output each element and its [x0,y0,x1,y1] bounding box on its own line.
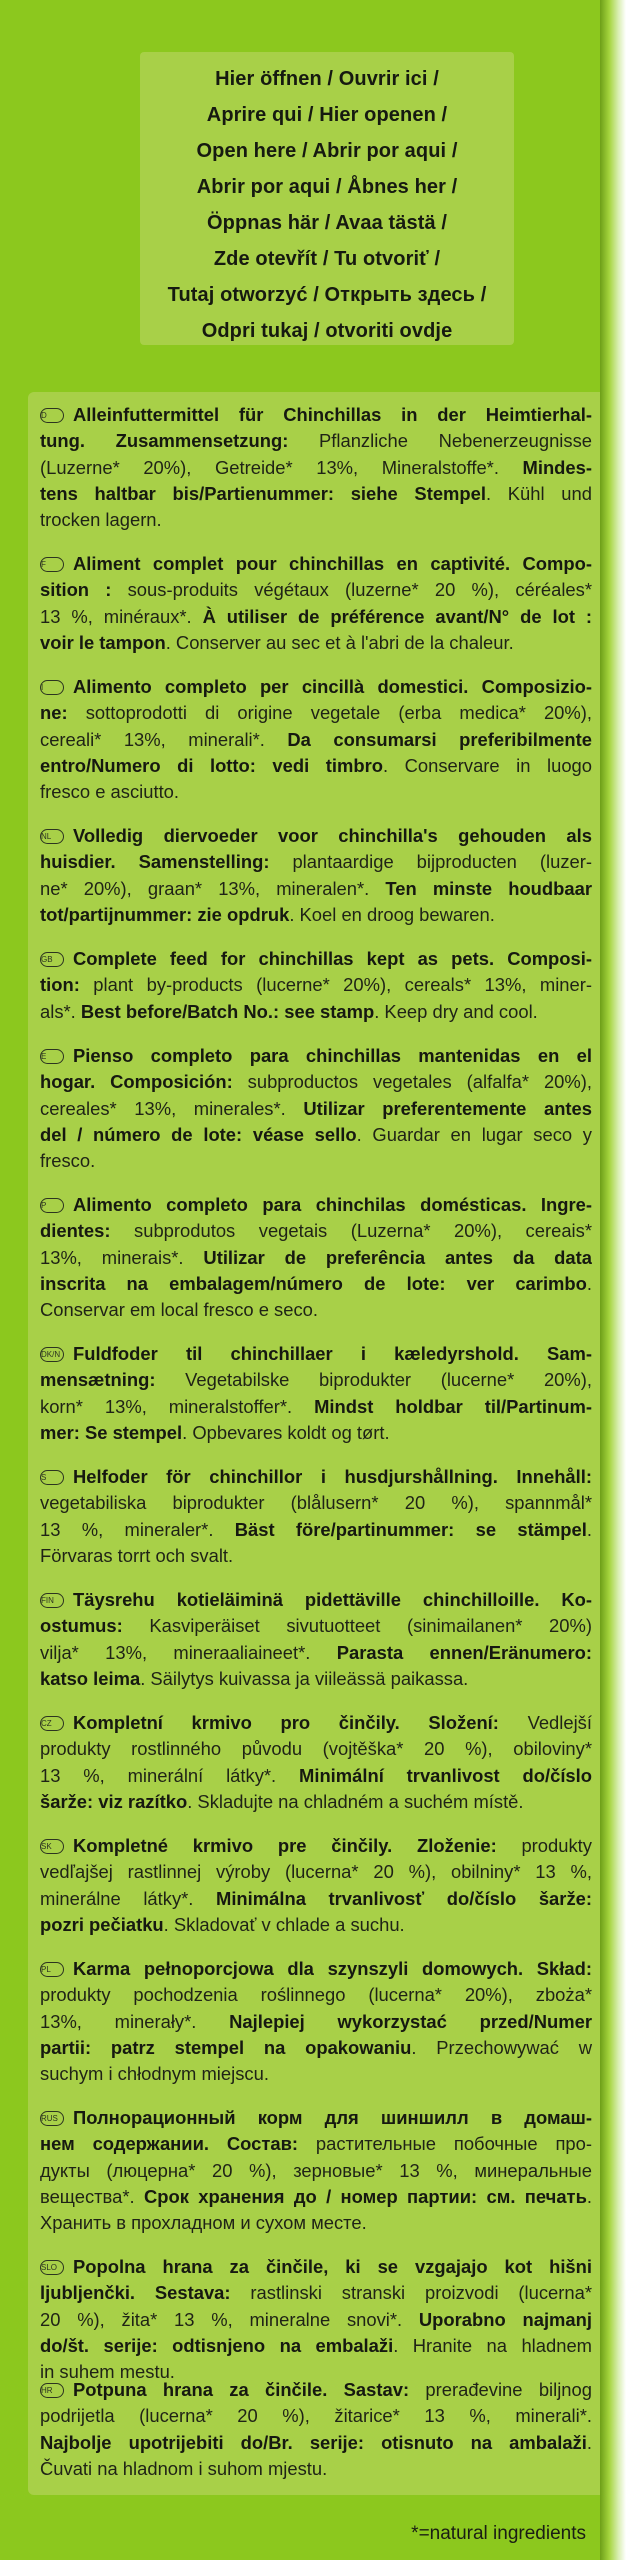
text-line [40,727,592,753]
language-code-badge: CZ [40,1716,64,1731]
body-text: . Przechowywać w [411,2036,592,2058]
language-code-badge: F [40,557,64,572]
body-text: . Conserver au sec et à l'abri de la chaleur. [165,631,514,653]
language-section [40,2377,592,2482]
bold-text: Ten minste houdbaar [385,877,592,899]
body-text: als*. [40,1000,81,1022]
open-here-line: Aprire qui / Hier openen / [206,104,448,126]
text-line [40,823,592,849]
language-code-badge: SLO [40,2260,64,2275]
body-text: vilja* 13%, mineraaliaineet*. [40,1641,337,1663]
text-line [40,1587,592,1613]
bold-text: do/št. serije: odtisnjeno na embalaži [40,2334,394,2356]
text-line [40,2254,592,2280]
language-code-badge: HR [40,2383,64,2398]
body-text: . Opbevares koldt og tørt. [182,1421,390,1443]
language-section [40,402,592,533]
text-line [40,2061,592,2087]
body-text: . Skladovať v chlade a suchu. [163,1913,405,1935]
bold-text: voir le tampon [40,631,166,653]
text-line [40,1736,592,1762]
body-text: . Skladujte na chladném a suchém místě. [187,1790,524,1812]
body-text: 13%, minerały*. [40,2010,230,2032]
body-text: . Conservare in luogo [382,754,592,776]
text-line [40,1148,592,1174]
body-text: дукты (люцерна* 20 %), зерновые* 13 %, минеральные [40,2159,592,2181]
bold-text: inscrita na embalagem/número de lote: ver carimbo [40,1272,587,1294]
bold-text: Täysrehu kotieläiminä pidettäville chinchilloille. Ko- [73,1589,592,1610]
text-line [40,1956,592,1982]
bold-text: Utilizar de preferência antes da data [203,1246,592,1268]
language-section [40,1833,592,1938]
open-here-line: Zde otevřít / Tu otvoriť / [213,248,441,270]
text-line [40,551,592,577]
text-line [40,2456,592,2482]
bold-text: Da consumarsi preferibilmente [287,728,592,750]
body-text: fresco e asciutto. [40,781,180,802]
bold-text: Kompletné krmivo pre činčily. Zloženie: [73,1835,522,1856]
body-text: produkty [521,1835,592,1856]
body-text: 20 %), žita* 13 %, mineralne snovi*. [40,2308,419,2330]
language-section [40,1043,592,1174]
bold-text: tion: [40,974,94,996]
text-line [40,1912,592,1938]
text-line [40,2280,592,2306]
language-section [40,823,592,928]
open-here-line: Tutaj otworzyć / Открыть здесь / [167,284,487,306]
bold-text: tens haltbar bis/Partienummer: siehe Stempel [40,482,486,504]
bold-text: Najbolje upotrijebiti do/Br. serije: otisnuto na ambalaži [40,2431,587,2453]
bold-text: Alleinfuttermittel für Chinchillas in der Heimtierhal- [73,404,592,425]
text-line [40,2307,592,2333]
text-line [40,1886,592,1912]
bold-text: Bäst före/partinummer: se stämpel [234,1518,587,1540]
language-code-badge: SK [40,1839,64,1854]
body-text: in suhem mestu. [40,2361,175,2382]
bold-text: ostumus: [40,1615,150,1637]
open-here-line: Hier öffnen / Ouvrir ici / [215,68,439,90]
text-line [40,902,592,928]
text-line [40,1982,592,2008]
body-text: 13 %, minerální látky*. [40,1764,300,1786]
language-section [40,946,592,1025]
body-text: subproductos vegetales (alfalfa* 20%), [247,1071,592,1093]
text-line [40,630,592,656]
body-text: korn* 13%, mineralstoffer*. [40,1395,315,1417]
language-section [40,1341,592,1446]
bold-text: mer: Se stempel [40,1421,183,1443]
body-text: 13 %, minéraux*. [40,605,203,627]
language-section [40,1464,592,1569]
bold-text: Aliment complet pour chinchillas en captivité. Compo- [73,553,592,574]
body-text: 13%, minerais*. [40,1246,204,1268]
body-text: растительные побочные про- [315,2133,592,2155]
language-code-badge: P [40,1198,64,1213]
language-code-badge: RUS [40,2111,64,2126]
body-text: Förvaras torrt och svalt. [40,1544,234,1566]
text-line [40,876,592,902]
body-text: sottoprodotti di origine vegetale (erba medica* 20%), [85,702,592,724]
text-line [40,1271,592,1297]
bold-text: Complete feed for chinchillas kept as pets. Composi- [73,948,592,969]
language-code-badge: D [40,408,64,423]
language-code-badge: E [40,1049,64,1064]
language-section [40,674,592,805]
text-line [40,1859,592,1885]
body-text: produkty rostlinného původu (vojtěška* 20 %), obiloviny* [40,1738,592,1760]
text-line [40,674,592,700]
bold-text: tung. Zusammensetzung: [40,430,320,452]
bold-text: mensætning: [40,1369,186,1391]
body-text: . Koel en droog bewaren. [289,903,495,925]
text-line [40,700,592,726]
body-text: produkty pochodzenia roślinnego (lucerna* 20%), zboża* [40,1984,592,2006]
text-line [40,2009,592,2035]
text-line [40,577,592,603]
bold-text: Alimento completo per cincillà domestici. Composizio- [73,676,592,697]
bold-text: Срок хранения до / номер партии: см. печать [143,2185,587,2207]
body-text: (Luzerne* 20%), Getreide* 13%, Mineralstoffe*. [40,456,523,478]
open-here-line: Öppnas här / Avaa tästä / [207,212,447,234]
language-section [40,1192,592,1323]
bold-text: sition : [40,579,128,601]
bold-text: tot/partijnummer: zie opdruk [40,903,290,925]
text-line [40,1367,592,1393]
open-here-line: Abrir por aqui / Åbnes her / [196,176,458,198]
text-line [40,1464,592,1490]
natural-ingredients-footnote: *=natural ingredients [411,2523,586,2544]
text-line [40,1763,592,1789]
text-line [40,2035,592,2061]
text-line [40,1341,592,1367]
body-text: subprodutos vegetais (Luzerna* 20%), cereais* [134,1220,592,1242]
body-text: Conservar em local fresco e seco. [40,1299,319,1320]
text-line [40,1122,592,1148]
bold-text: Alimento completo para chinchilas domésticas. Ingre- [73,1194,592,1215]
bold-text: Best before/Batch No.: see stamp [80,1000,375,1022]
language-code-badge: I [40,680,64,695]
body-text: . [586,2185,592,2207]
body-text: Vedlejší [527,1712,592,1733]
bold-text: Fuldfoder til chinchillaer i kæledyrshold. Sam- [73,1343,592,1364]
text-line [40,2184,592,2210]
bold-text: Karma pełnoporcjowa dla szynszyli domowych. Skład: [73,1958,592,1979]
bold-text: Kompletní krmivo pro činčily. Složení: [73,1712,528,1733]
bold-text: À utiliser de préférence avant/N° de lot : [202,605,592,627]
body-text: . Guardar en lugar seco y [356,1123,592,1145]
bold-text: Potpuna hrana za činčile. Sastav: [73,2379,426,2400]
bold-text: ne: [40,702,86,724]
text-line [40,1218,592,1244]
language-code-badge: PL [40,1962,64,1977]
body-text: . Kühl und [485,482,592,504]
bold-text: Minimálna trvanlivosť do/číslo šarže: [216,1887,592,1909]
text-line [40,1043,592,1069]
body-text: ne* 20%), graan* 13%, mineralen*. [40,877,386,899]
bold-text: Popolna hrana za činčile, ki se vzgajajo kot hišni [73,2256,592,2277]
text-line [40,428,592,454]
bold-text: hogar. Composición: [40,1071,248,1093]
body-text: вещества*. [40,2185,144,2207]
text-line [40,1640,592,1666]
body-text: . Keep dry and cool. [374,1000,538,1022]
text-line [40,2377,592,2403]
language-code-badge: NL [40,829,64,844]
text-line [40,1517,592,1543]
package-fold-edge [600,0,626,2560]
body-text: sous-produits végétaux (luzerne* 20 %), céréales* [127,579,592,601]
text-line [40,455,592,481]
bold-text: entro/Numero di lotto: vedi timbro [40,754,383,776]
body-text: suchym i chłodnym miejscu. [40,2063,269,2084]
body-text: cereali* 13%, minerali*. [40,728,288,750]
bold-text: huisdier. Samenstelling: [40,851,293,873]
bold-text: Helfoder för chinchillor i husdjurshållning. Innehåll: [73,1466,592,1487]
text-line [40,1245,592,1271]
bold-text: dientes: [40,1220,135,1242]
language-code-badge: GB [40,952,64,967]
text-line [40,1394,592,1420]
bold-text: Полнорационный корм для шиншилл в домаш- [73,2107,592,2128]
body-text: podrijetla (lucerna* 20 %), žitarice* 13 %, minerali*. [40,2405,592,2427]
body-text: Kasviperäiset sivutuotteet (sinimailanen* 20%) [149,1615,592,1637]
language-section [40,2105,592,2236]
body-text: minerálne látky*. [40,1887,216,1909]
body-text: Хранить в прохладном и сухом месте. [40,2212,367,2233]
text-line [40,1789,592,1815]
body-text: trocken lagern. [40,509,162,530]
text-line [40,2105,592,2131]
body-text: plantaardige bijproducten (luzer- [292,851,592,873]
text-line [40,1613,592,1639]
bold-text: ljubljenčki. Sestava: [40,2282,251,2304]
bold-text: Mindes- [522,456,592,478]
text-line [40,779,592,805]
text-line [40,2403,592,2429]
text-line [40,481,592,507]
body-text: fresco. [40,1150,96,1171]
text-line [40,2158,592,2184]
body-text: Vegetabilske biprodukter (lucerne* 20%), [185,1369,592,1391]
body-text: cereales* 13%, minerales*. [40,1097,304,1119]
text-line [40,753,592,779]
text-line [40,402,592,428]
body-text: . Hranite na hladnem [393,2334,592,2356]
bold-text: Volledig diervoeder voor chinchilla's gehouden als [73,825,592,846]
language-section [40,551,592,656]
text-line [40,2333,592,2359]
bold-text: šarže: viz razítko [40,1790,188,1812]
body-text: . Säilytys kuivassa ja viileässä paikassa. [140,1667,469,1689]
text-line [40,1192,592,1218]
body-text: vedľajšej rastlinnej výroby (lucerna* 20 %), obilniny* 13 %, [40,1861,592,1883]
body-text: vegetabiliska biprodukter (blålusern* 20 %), spannmål* [40,1492,592,1514]
open-here-line: Open here / Abrir por aqui / [196,140,458,162]
language-code-badge: FIN [40,1593,64,1608]
text-line [40,1666,592,1692]
language-code-badge: DK/N [40,1347,64,1362]
body-text: . [586,1272,592,1294]
text-line [40,1490,592,1516]
bold-text: Najlepiej wykorzystać przed/Numer [229,2010,592,2032]
bold-text: Parasta ennen/Eränumero: [336,1641,592,1663]
text-line [40,1069,592,1095]
body-text: . [586,2431,592,2453]
bold-text: нем содержании. Состав: [40,2133,316,2155]
open-here-line: Odpri tukaj / otvoriti ovdje [201,320,453,342]
language-section [40,1956,592,2087]
text-line [40,1833,592,1859]
bold-text: katso leima [40,1667,141,1689]
text-line [40,1420,592,1446]
body-text: Čuvati na hladnom i suhom mjestu. [40,2457,328,2479]
text-line [40,507,592,533]
text-line [40,999,592,1025]
bold-text: Mindst holdbar til/Partinum- [314,1395,592,1417]
body-text: Pflanzliche Nebenerzeugnisse [319,430,592,452]
language-section [40,1710,592,1815]
text-line [40,1096,592,1122]
text-line [40,1543,592,1569]
language-code-badge: S [40,1470,64,1485]
language-section [40,1587,592,1692]
bold-text: pozri pečiatku [40,1913,164,1935]
text-line [40,1710,592,1736]
body-text: 13 %, mineraler*. [40,1518,235,1540]
text-line [40,2210,592,2236]
bold-text: Uporabno najmanj [418,2308,592,2330]
text-line [40,849,592,875]
text-line [40,946,592,972]
bold-text: Pienso completo para chinchillas mantenidas en el [73,1045,592,1066]
text-line [40,972,592,998]
language-section [40,2254,592,2385]
body-text: . [586,1518,592,1540]
text-line [40,2430,592,2456]
body-text: plant by-products (lucerne* 20%), cereals* 13%, miner- [93,974,592,996]
body-text: rastlinski stranski proizvodi (lucerna* [250,2282,592,2304]
text-line [40,2131,592,2157]
text-line [40,604,592,630]
text-line [40,1297,592,1323]
bold-text: Utilizar preferentemente antes [303,1097,592,1119]
bold-text: del / número de lote: véase sello [40,1123,357,1145]
bold-text: partii: patrz stempel na opakowaniu [40,2036,412,2058]
bold-text: Minimální trvanlivost do/číslo [299,1764,592,1786]
body-text: prerađevine biljnog [425,2379,592,2400]
